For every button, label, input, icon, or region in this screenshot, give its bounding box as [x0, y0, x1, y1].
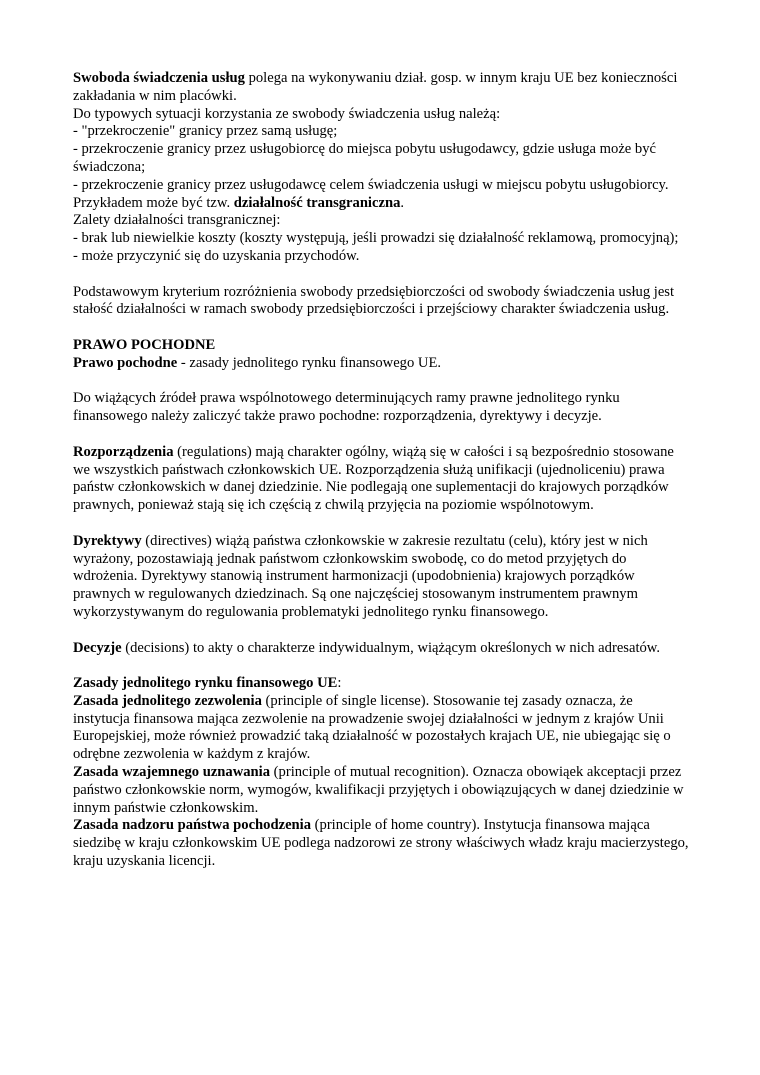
list-item: - "przekroczenie" granicy przez samą usługę; [73, 123, 338, 140]
principle-home-country [73, 817, 693, 870]
example-prefix: Przykładem może być tzw. [73, 194, 234, 211]
typical-heading: Do typowych sytuacji korzystania ze swobody świadczenia usług należą: [73, 105, 501, 122]
example-term: działalność transgraniczna [233, 194, 401, 211]
paragraph-spacer [73, 657, 693, 675]
principle-single-license [73, 693, 693, 764]
paragraph-spacer [73, 373, 693, 391]
example-suffix: . [400, 194, 405, 211]
paragraph-spacer [73, 515, 693, 533]
principle-text: (principle of home country). Instytucja finansowa mająca siedzibę w kraju członkowskim UE podlega nadzorowi ze strony właściwych władz kraju macierzystego, kraju uzyskania licencji. [73, 817, 689, 870]
principle-term: Zasada jednolitego zezwolenia [73, 692, 262, 709]
example-line [73, 195, 693, 213]
directives-paragraph [73, 533, 693, 622]
regulations-term: Rozporządzenia [73, 443, 174, 460]
directives-term: Dyrektywy [73, 532, 142, 549]
derived-law-term: Prawo pochodne [73, 354, 178, 371]
principle-term: Zasada nadzoru państwa pochodzenia [73, 817, 312, 834]
paragraph-spacer [73, 622, 693, 640]
list-item: - może przyczynić się do uzyskania przychodów. [73, 247, 360, 264]
derived-law-definition [73, 355, 693, 373]
directives-text: (directives) wiążą państwa członkowskie w zakresie rezultatu (celu), który jest w nich wyrażony, pozostawiają jednak państwom członkowskim swobodę, co do metod przyjętych do wdrożenia. Dyrektywy stanowią instrument harmonizacji (upodobnienia) krajowych porządków prawnych w regulowanych dziedzinach. Są one najczęściej stosowanym instrumentem prawnym wykorzystywanym do regulowania problematyki jednolitego rynku finansowego. [73, 532, 648, 620]
intro-term: Swoboda świadczenia usług [73, 70, 245, 86]
principle-mutual-recognition [73, 764, 693, 817]
section-heading: PRAWO POCHODNE [73, 336, 216, 353]
paragraph-spacer [73, 266, 693, 284]
list-item: - przekroczenie granicy przez usługobiorcę do miejsca pobytu usługodawcy, gdzie usługa może być świadczona; [73, 141, 656, 175]
intro-definition [73, 70, 693, 106]
intro-definition-text: polega na wykonywaniu dział. gosp. w innym kraju UE bez konieczności zakładania w nim placówki. [73, 70, 678, 104]
regulations-paragraph [73, 444, 693, 515]
principles-heading-text: Zasady jednolitego rynku finansowego UE [73, 675, 338, 692]
principles-heading-suffix: : [337, 675, 342, 692]
principle-text: (principle of mutual recognition). Oznacza obowiąek akceptacji przez państwo członkowskie norm, wymogów, kwalifikacji przyjętych i obowiązujących w danej dziedzinie w innym państwie członkowskim. [73, 764, 684, 816]
derived-law-definition-text: - zasady jednolitego rynku finansowego UE. [177, 354, 442, 371]
principles-heading [73, 675, 693, 693]
list-item: - brak lub niewielkie koszty (koszty występują, jeśli prowadzi się działalność reklamową, promocyjną); [73, 230, 679, 247]
criterion-paragraph: Podstawowym kryterium rozróżnienia swobody przedsiębiorczości od swobody świadczenia usług jest stałość działalności w ramach swobody przedsiębiorczości i przejściowy charakter świadczenia usług. [73, 283, 675, 318]
regulations-text: (regulations) mają charakter ogólny, wiążą się w całości i są bezpośrednio stosowane we wszystkich państwach członkowskich UE. Rozporządzenia służą unifikacji (ujednoliceniu) prawa państw członkowskich w danej dziedzinie. Nie podlegają one suplementacji do krajowych porządków prawnych, ponieważ stają się ich częścią z chwilą przyjęcia na poziomie wspólnotowym. [73, 443, 674, 514]
decisions-paragraph [73, 640, 693, 658]
paragraph-spacer [73, 319, 693, 337]
sources-paragraph: Do wiążących źródeł prawa wspólnotowego determinujących ramy prawne jednolitego rynku finansowego należy zaliczyć także prawo pochodne: rozporządzenia, dyrektywy i decyzje. [73, 390, 620, 425]
decisions-text: (decisions) to akty o charakterze indywidualnym, wiążącym określonych w nich adresatów. [121, 639, 661, 656]
decisions-term: Decyzje [73, 639, 122, 656]
list-item: - przekroczenie granicy przez usługodawcę celem świadczenia usługi w miejscu pobytu usługobiorcy. [73, 176, 669, 193]
principle-term: Zasada wzajemnego uznawania [73, 764, 271, 781]
document-page [73, 70, 693, 871]
advantages-heading: Zalety działalności transgranicznej: [73, 212, 281, 229]
paragraph-spacer [73, 426, 693, 444]
principle-text: (principle of single license). Stosowanie tej zasady oznacza, że instytucja finansowa mająca zezwolenie na prowadzenie swojej działalności w jednym z krajów Unii Europejskiej, może również prowadzić taką działalność w pozostałych krajach UE, nie ubiegając się o odrębne zezwolenia w każdym z krajów. [73, 692, 671, 763]
